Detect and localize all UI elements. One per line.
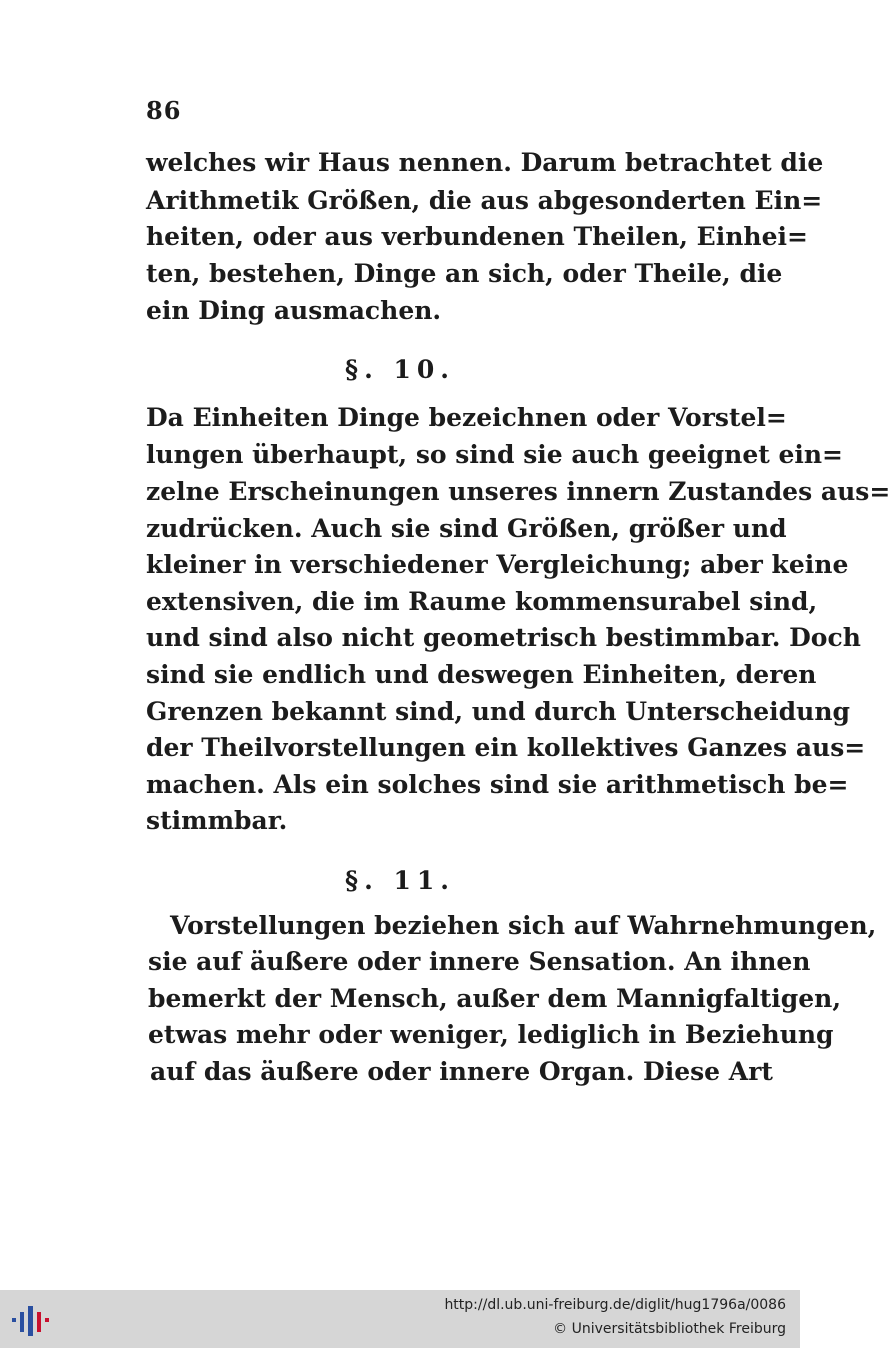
- text-line: lungen überhaupt, so sind sie auch geeignet ein=: [146, 440, 844, 469]
- text-line: Vorstellungen beziehen sich auf Wahrnehmungen,: [170, 911, 877, 940]
- text-line: zelne Erscheinungen unseres innern Zustandes aus=: [146, 477, 890, 506]
- digilit-logo-icon[interactable]: [10, 1298, 52, 1340]
- text-line: sie auf äußere oder innere Sensation. An ihnen: [148, 947, 811, 976]
- text-line: ten, bestehen, Dinge an sich, oder Theile, die: [146, 259, 783, 288]
- text-line: sind sie endlich und deswegen Einheiten, deren: [146, 660, 817, 689]
- footer-url-link[interactable]: http://dl.ub.uni-freiburg.de/diglit/hug1796a/0086: [444, 1297, 786, 1313]
- section-heading-10: §. 10.: [345, 355, 455, 384]
- text-line: stimmbar.: [146, 806, 288, 835]
- section-heading-11: §. 11.: [345, 866, 455, 895]
- text-line: kleiner in verschiedener Vergleichung; aber keine: [146, 550, 849, 579]
- text-line: Arithmetik Größen, die aus abgesonderten Ein=: [146, 186, 823, 215]
- text-line: zudrücken. Auch sie sind Größen, größer und: [146, 514, 787, 543]
- text-line: der Theilvorstellungen ein kollektives Ganzes aus=: [146, 733, 866, 762]
- text-line: machen. Als ein solches sind sie arithmetisch be=: [146, 770, 849, 799]
- text-line: extensiven, die im Raume kommensurabel sind,: [146, 587, 818, 616]
- text-line: auf das äußere oder innere Organ. Diese Art: [150, 1057, 773, 1086]
- footer-copyright: © Universitätsbibliothek Freiburg: [553, 1321, 786, 1337]
- text-line: bemerkt der Mensch, außer dem Mannigfaltigen,: [148, 984, 842, 1013]
- text-line: welches wir Haus nennen. Darum betrachtet die: [146, 148, 824, 177]
- page-number: 86: [146, 96, 182, 125]
- text-line: ein Ding ausmachen.: [146, 296, 442, 325]
- text-line: Da Einheiten Dinge bezeichnen oder Vorstel=: [146, 403, 787, 432]
- text-line: Grenzen bekannt sind, und durch Unterscheidung: [146, 697, 850, 726]
- text-line: und sind also nicht geometrisch bestimmbar. Doch: [146, 623, 861, 652]
- text-line: etwas mehr oder weniger, lediglich in Beziehung: [148, 1020, 834, 1049]
- footer-bar: [0, 1290, 800, 1348]
- text-line: heiten, oder aus verbundenen Theilen, Einhei=: [146, 222, 808, 251]
